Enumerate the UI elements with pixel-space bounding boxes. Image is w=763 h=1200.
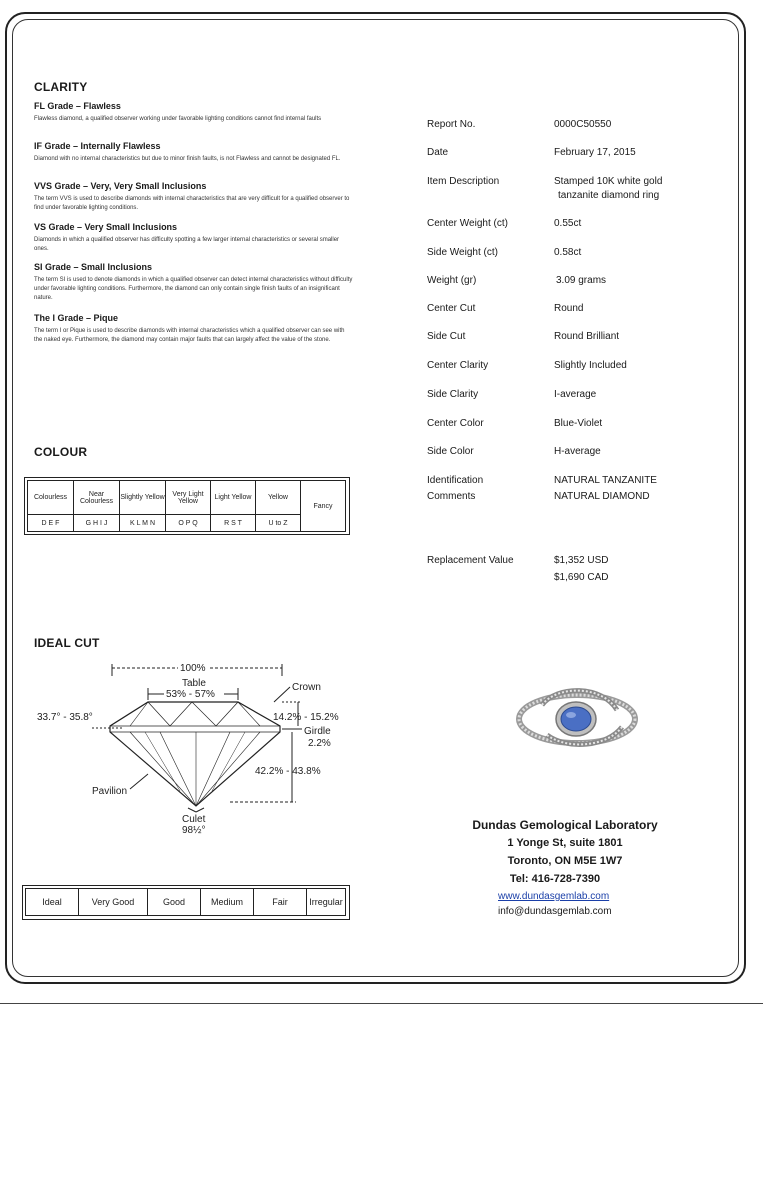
lab-website-link[interactable]: www.dundasgemlab.com	[498, 891, 610, 902]
grade-if-heading: IF Grade – Internally Flawless	[34, 141, 161, 151]
total-width-label: 100%	[180, 663, 206, 674]
page-bottom-rule	[0, 1003, 763, 1004]
side-color-label: Side Color	[427, 446, 474, 457]
grade-si-desc: The term SI is used to denote diamonds in which a qualified observer can detect internal characteristics without difficulty under favorable lighting conditions. Furthermore, the diamond can only contain single finish faults of an insignificant nature.	[34, 277, 353, 301]
lab-address-line2	[440, 855, 690, 867]
colour-title: COLOUR	[34, 445, 88, 459]
pavilion-label: Pavilion	[92, 786, 128, 797]
grade-fl-heading: FL Grade – Flawless	[34, 101, 121, 111]
girdle-value: 2.2%	[308, 738, 331, 749]
lab-telephone-text: Tel: 416-728-7390	[509, 873, 601, 885]
side-clarity-label: Side Clarity	[427, 389, 479, 400]
lab-address-line1	[440, 837, 690, 849]
center-clarity-label: Center Clarity	[427, 360, 489, 371]
comments-value: NATURAL DIAMOND	[554, 491, 650, 502]
pavilion-depth-label: 42.2% - 43.8%	[255, 766, 321, 777]
replacement-cad-value: $1,690 CAD	[554, 572, 609, 583]
cut-grade-cell: Medium	[201, 889, 254, 916]
weight-value: 3.09 grams	[556, 275, 607, 286]
side-color-value: H-average	[554, 446, 601, 457]
grade-i-desc: The term I or Pique is used to describe diamonds with internal characteristics which a qualified observer can see with the naked eye. Furthermore, the diamond may contain major faults that can largely affect the value of the stone.	[34, 328, 345, 343]
colour-col-name: Colourless	[28, 481, 74, 515]
ideal-cut-title: IDEAL CUT	[34, 636, 100, 650]
colour-col-name: Near Colourless	[74, 481, 120, 515]
ring-photo	[512, 675, 642, 760]
center-weight-label: Center Weight (ct)	[427, 218, 508, 229]
colour-scale	[24, 477, 350, 535]
colour-col-grades: D E F	[28, 515, 74, 532]
comments-label: Comments	[427, 491, 476, 502]
crown-label: Crown	[292, 682, 321, 693]
colour-col-name: Slightly Yellow	[120, 481, 166, 515]
report-no-value: 0000C50550	[554, 119, 612, 130]
table-label: Table	[182, 678, 206, 689]
table-range-label: 53% - 57%	[166, 689, 215, 700]
date-label: Date	[427, 147, 449, 158]
colour-col-grades: O P Q	[166, 515, 211, 532]
weight-label: Weight (gr)	[427, 275, 477, 286]
culet-label: Culet	[182, 814, 206, 825]
lab-name-text: Dundas Gemological Laboratory	[472, 818, 658, 832]
girdle-label: Girdle	[304, 726, 331, 737]
colour-col-grades: U to Z	[256, 515, 301, 532]
cut-grade-cell: Irregular	[307, 889, 346, 916]
colour-col-grades: G H I J	[74, 515, 120, 532]
grade-fl-desc: Flawless diamond, a qualified observer working under favorable lighting conditions cannot find internal faults	[34, 116, 322, 122]
lab-name	[440, 818, 690, 832]
center-cut-value: Round	[554, 303, 584, 314]
lab-address-line2-text: Toronto, ON M5E 1W7	[507, 855, 623, 867]
lab-email[interactable]: info@dundasgemlab.com	[498, 906, 612, 917]
side-cut-value: Round Brilliant	[554, 331, 620, 342]
colour-col-grades: R S T	[211, 515, 256, 532]
item-description-label: Item Description	[427, 176, 500, 187]
identification-value: NATURAL TANZANITE	[554, 475, 657, 486]
center-cut-label: Center Cut	[427, 303, 476, 314]
item-description-value: Stamped 10K white gold	[554, 176, 663, 187]
colour-table	[27, 480, 346, 532]
culet-value: 98½°	[182, 825, 206, 836]
crown-height-label: 14.2% - 15.2%	[273, 712, 339, 723]
center-color-value: Blue-Violet	[554, 418, 603, 429]
report-no-label: Report No.	[427, 119, 476, 130]
colour-col-name: Light Yellow	[211, 481, 256, 515]
side-weight-value: 0.58ct	[554, 247, 582, 258]
center-weight-value: 0.55ct	[554, 218, 582, 229]
diamond-cut-diagram	[30, 656, 360, 836]
grade-si-heading: SI Grade – Small Inclusions	[34, 262, 153, 272]
crown-angle-label: 33.7° - 35.8°	[37, 712, 93, 723]
grade-vvs-desc: The term VVS is used to describe diamonds with internal characteristics that are very difficult for a qualified observer to find under favorable lighting conditions.	[34, 196, 350, 211]
lab-telephone	[430, 873, 680, 885]
colour-col-name: Fancy	[301, 481, 346, 532]
grade-i-heading: The I Grade – Pique	[34, 313, 119, 323]
colour-col-name: Very Light Yellow	[166, 481, 211, 515]
cut-grade-cell: Ideal	[26, 889, 79, 916]
side-clarity-value: I-average	[554, 389, 597, 400]
colour-col-name: Yellow	[256, 481, 301, 515]
grade-vs-desc: Diamonds in which a qualified observer has difficulty spotting a few larger internal characteristics or several smaller ones.	[34, 237, 340, 252]
cut-grade-scale	[22, 885, 350, 920]
replacement-usd-value: $1,352 USD	[554, 555, 609, 566]
grade-vvs-heading: VVS Grade – Very, Very Small Inclusions	[34, 181, 207, 191]
replacement-value-label: Replacement Value	[427, 555, 514, 566]
center-clarity-value: Slightly Included	[554, 360, 627, 371]
side-weight-label: Side Weight (ct)	[427, 247, 498, 258]
date-value: February 17, 2015	[554, 147, 636, 158]
clarity-title: CLARITY	[34, 80, 88, 94]
colour-col-grades: K L M N	[120, 515, 166, 532]
side-cut-label: Side Cut	[427, 331, 466, 342]
cut-grade-table	[25, 888, 346, 916]
lab-address-line1-text: 1 Yonge St, suite 1801	[507, 837, 623, 849]
cut-grade-cell: Very Good	[79, 889, 148, 916]
center-color-label: Center Color	[427, 418, 484, 429]
diamond-outline-shape	[110, 702, 280, 806]
cut-grade-cell: Fair	[254, 889, 307, 916]
item-description-value-line2: tanzanite diamond ring	[558, 190, 660, 201]
grade-vs-heading: VS Grade – Very Small Inclusions	[34, 222, 178, 232]
identification-label: Identification	[427, 475, 484, 486]
grade-if-desc: Diamond with no internal characteristics but due to minor finish faults, is not Flawless and cannot be designated FL.	[34, 156, 341, 162]
cut-grade-cell: Good	[148, 889, 201, 916]
